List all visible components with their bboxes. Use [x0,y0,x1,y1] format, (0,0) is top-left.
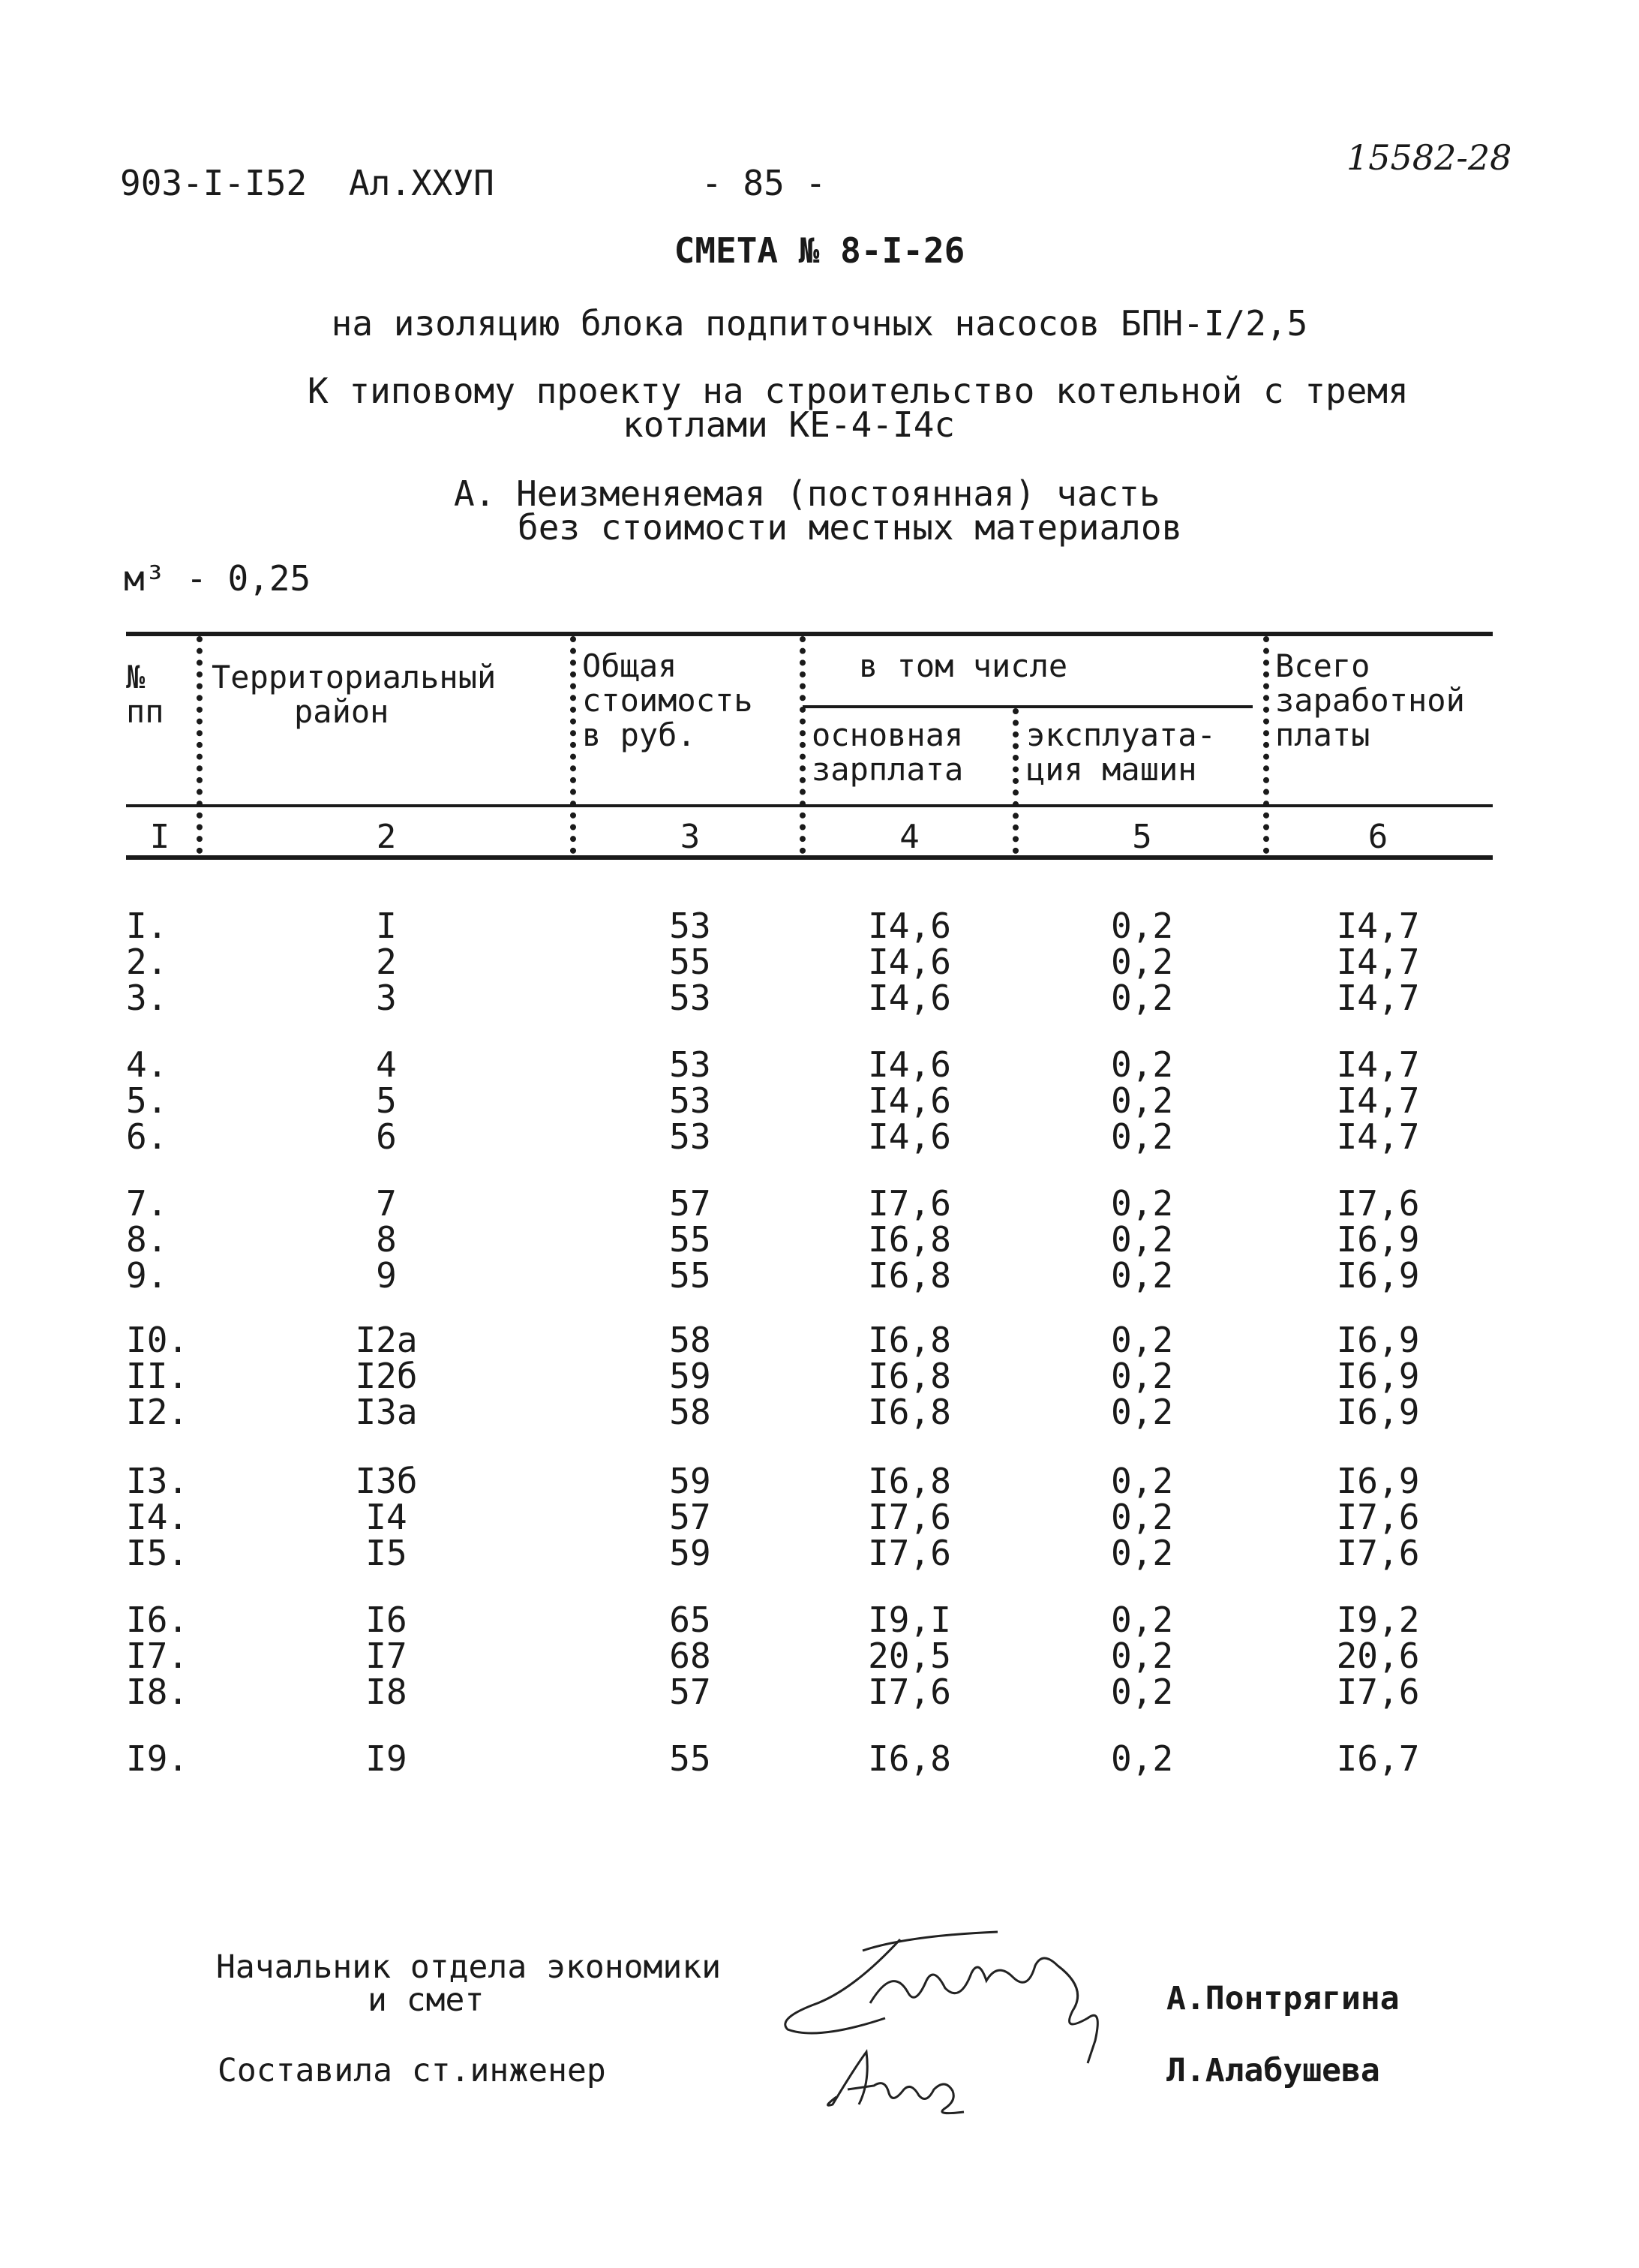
head-title-line2: и смет [368,1981,485,2019]
page-number: - 85 - [701,163,827,203]
machines-cell: 0,2 0,2 0,2 [1110,1600,1174,1712]
project-line-1: К типовому проекту на строительство котельной с тремя [308,371,1409,411]
column-separator [570,636,576,854]
region-cell: I3б I4 I5 [355,1461,418,1573]
header-machines-line1: эксплуата- [1026,716,1216,753]
wage-cell: I6,8 [868,1738,951,1779]
row-number: 4. 5. 6. [126,1044,168,1157]
total-cell: I4,7 I4,7 I4,7 [1336,906,1420,1018]
row-number: I3. I4. I5. [126,1461,189,1573]
compiler-signature [814,2037,994,2119]
column-separator [1263,636,1269,854]
total-cell: I4,7 I4,7 I4,7 [1336,1044,1420,1157]
cost-cell: 58 59 58 [669,1320,711,1432]
column-number: 2 [376,818,397,856]
column-number: I [149,818,170,856]
cost-cell: 65 68 57 [669,1600,711,1712]
total-cell: I6,9 I6,9 I6,9 [1336,1320,1420,1432]
part-line-2: без стоимости местных материалов [518,507,1183,548]
machines-cell: 0,2 0,2 0,2 [1110,1320,1174,1432]
header-region-line1: Территориальный [212,659,497,695]
machines-cell: 0,2 [1110,1738,1174,1779]
document-code: 903-I-I52 [120,163,308,203]
row-number: 7. 8. 9. [126,1183,168,1296]
cost-cell: 57 55 55 [669,1183,711,1296]
estimate-title: СМЕТА № 8-I-26 [674,230,965,271]
column-separator [197,636,203,854]
header-wage-line1: основная [812,716,964,753]
compiler-name: Л.Алабушева [1166,2052,1380,2089]
volume-label: м³ - 0,25 [124,558,311,599]
header-total-line2: заработной [1275,682,1465,719]
header-bottom-rule [126,804,1493,807]
header-wage-line2: зарплата [812,751,964,788]
header-machines-line2: ция машин [1026,751,1197,788]
column-number: 6 [1367,818,1388,856]
row-number: I9. [126,1738,189,1779]
row-number: I0. II. I2. [126,1320,189,1432]
inventory-number: 15582-28 [1346,137,1512,178]
header-cost-line2: стоимость [582,682,753,719]
album-number: Ал.XXУП [349,163,494,203]
region-cell: 7 8 9 [376,1183,397,1296]
row-number: I. 2. 3. [126,906,168,1018]
header-cost-line3: в руб. [582,716,696,753]
wage-cell: I6,8 I7,6 I7,6 [868,1461,951,1573]
header-region-line2: район [294,693,389,730]
cost-cell: 59 57 59 [669,1461,711,1573]
column-number: 3 [680,818,701,856]
subheader-rule [803,705,1253,708]
total-cell: I7,6 I6,9 I6,9 [1336,1183,1420,1296]
cost-cell: 53 53 53 [669,1044,711,1157]
machines-cell: 0,2 0,2 0,2 [1110,1183,1174,1296]
header-including: в том числе [859,647,1068,684]
wage-cell: I4,6 I4,6 I4,6 [868,906,951,1018]
compiler-title: Составила ст.инженер [218,2052,606,2089]
header-total-line1: Всего [1275,647,1370,684]
total-cell: I6,7 [1336,1738,1420,1779]
head-name: А.Понтрягина [1166,1980,1400,2017]
total-cell: I6,9 I7,6 I7,6 [1336,1461,1420,1573]
wage-cell: I9,I 20,5 I7,6 [868,1600,951,1712]
machines-cell: 0,2 0,2 0,2 [1110,906,1174,1018]
column-separator [1013,708,1019,854]
region-cell: 4 5 6 [376,1044,397,1157]
region-cell: I9 [365,1738,407,1779]
wage-cell: I7,6 I6,8 I6,8 [868,1183,951,1296]
part-line-1: А. Неизменяемая (постоянная) часть [454,473,1160,514]
column-number: 5 [1132,818,1152,856]
machines-cell: 0,2 0,2 0,2 [1110,1044,1174,1157]
region-cell: I6 I7 I8 [365,1600,407,1712]
wage-cell: I4,6 I4,6 I4,6 [868,1044,951,1157]
cost-cell: 53 55 53 [669,906,711,1018]
wage-cell: I6,8 I6,8 I6,8 [868,1320,951,1432]
header-total-line3: платы [1275,716,1370,753]
total-cell: I9,2 20,6 I7,6 [1336,1600,1420,1712]
estimate-subject: на изоляцию блока подпиточных насосов БПН-I/2,5 [331,303,1308,344]
cost-cell: 55 [669,1738,711,1779]
column-number: 4 [899,818,920,856]
header-cost-line1: Общая [582,647,677,684]
header-num-line1: № [126,659,146,695]
project-line-2: котлами КЕ-4-I4с [623,404,956,445]
region-cell: I 2 3 [376,906,397,1018]
table-top-rule [126,632,1493,636]
region-cell: I2а I2б I3а [355,1320,418,1432]
row-number: I6. I7. I8. [126,1600,189,1712]
machines-cell: 0,2 0,2 0,2 [1110,1461,1174,1573]
head-title-line1: Начальник отдела экономики [216,1948,722,1986]
header-num-line2: пп [126,693,164,730]
